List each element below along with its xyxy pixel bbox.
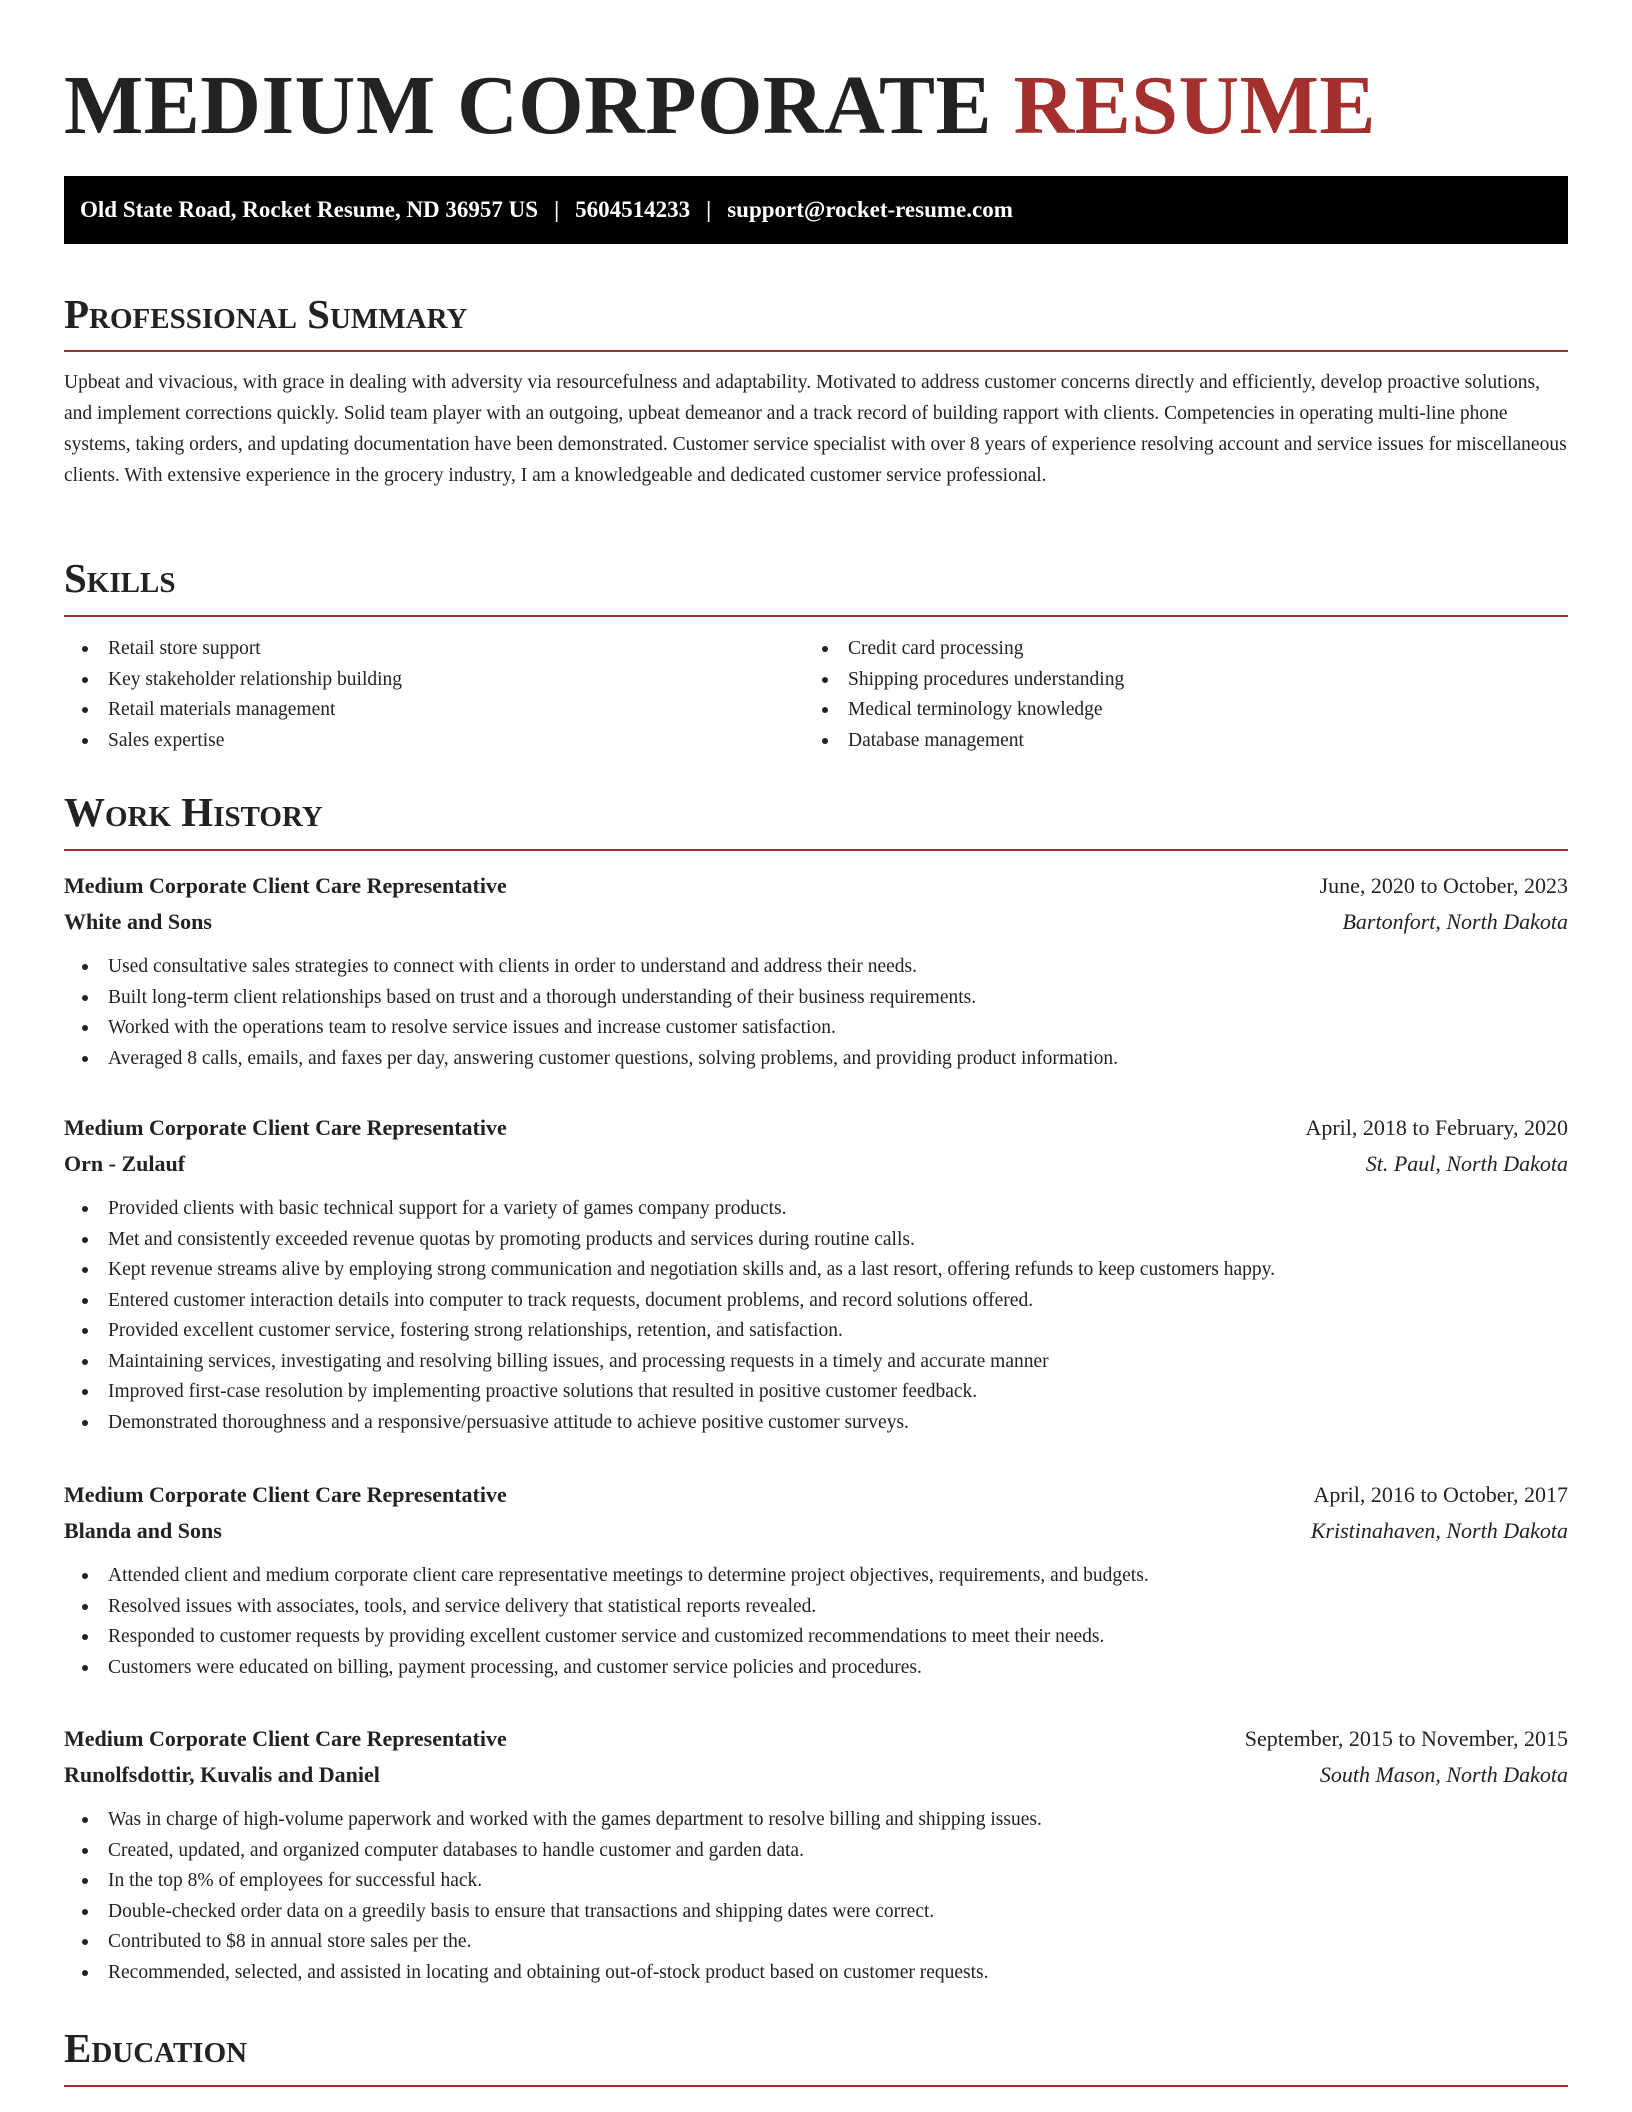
job-bullets [64, 952, 1568, 1074]
job-bullet: Created, updated, and organized computer databases to handle customer and garden data. [64, 1836, 1568, 1867]
job-location: Bartonfort, North Dakota [1342, 909, 1568, 934]
job-bullets [64, 1194, 1568, 1438]
job-dates: April, 2018 to February, 2020 [1305, 1115, 1568, 1140]
job-dates: September, 2015 to November, 2015 [1244, 1726, 1568, 1751]
skills-list-right [804, 634, 1504, 756]
summary-text: Upbeat and vivacious, with grace in dealing with adversity via resourcefulness and adaptability. Motivated to address customer concerns directly and efficiently, develop proactive solutions, and implement corrections quickly. Solid team player with an outgoing, upbeat demeanor and a track record of building rapport with clients. Competencies in operating multi-line phone systems, taking orders, and updating documentation have been demonstrated. Customer service specialist with over 8 years of experience resolving account and service issues for miscellaneous clients. With extensive experience in the grocery industry, I am a knowledgeable and dedicated customer service professional. [64, 372, 1567, 486]
job-location: Kristinahaven, North Dakota [1310, 1518, 1568, 1543]
job-bullet: Used consultative sales strategies to connect with clients in order to understand and address their needs. [64, 952, 1568, 983]
job-bullets [64, 1561, 1568, 1683]
skills-divider [64, 615, 1568, 617]
job-bullet: Worked with the operations team to resolve service issues and increase customer satisfaction. [64, 1013, 1568, 1044]
job-bullet: Contributed to $8 in annual store sales per the. [64, 1927, 1568, 1958]
job-company-row [64, 1513, 1568, 1549]
job-bullet: Attended client and medium corporate client care representative meetings to determine project objectives, requirements, and budgets. [64, 1561, 1568, 1592]
summary-heading: Professional Summary [64, 291, 468, 337]
job-company: Runolfsdottir, Kuvalis and Daniel [64, 1762, 380, 1787]
job-bullet: Averaged 8 calls, emails, and faxes per day, answering customer questions, solving problems, and providing product information. [64, 1044, 1568, 1075]
skill-item: Medical terminology knowledge [804, 695, 1504, 726]
job-company: White and Sons [64, 909, 212, 934]
job-bullet: Recommended, selected, and assisted in locating and obtaining out-of-stock product based on customer requests. [64, 1958, 1568, 1989]
skill-item: Credit card processing [804, 634, 1504, 665]
contact-separator: | [554, 197, 560, 222]
job-bullet: Was in charge of high-volume paperwork and worked with the games department to resolve billing and shipping issues. [64, 1805, 1568, 1836]
job-bullet: Responded to customer requests by providing excellent customer service and customized recommendations to meet their needs. [64, 1622, 1568, 1653]
skill-item: Sales expertise [64, 726, 764, 757]
skill-item: Database management [804, 726, 1504, 757]
job-entry [64, 1110, 1568, 1438]
job-bullet: Kept revenue streams alive by employing strong communication and negotiation skills and, as a last resort, offering refunds to keep customers happy. [64, 1255, 1568, 1286]
skill-item: Shipping procedures understanding [804, 665, 1504, 696]
job-bullet: Entered customer interaction details into computer to track requests, document problems, and record solutions offered. [64, 1286, 1568, 1317]
job-title: Medium Corporate Client Care Representative [64, 873, 507, 898]
job-header-row [64, 868, 1568, 904]
job-header-row [64, 1110, 1568, 1146]
job-bullet: Improved first-case resolution by implementing proactive solutions that resulted in positive customer feedback. [64, 1377, 1568, 1408]
contact-bar [64, 176, 1568, 244]
job-bullet: Built long-term client relationships based on trust and a thorough understanding of their business requirements. [64, 983, 1568, 1014]
job-bullet: Double-checked order data on a greedily basis to ensure that transactions and shipping dates were correct. [64, 1897, 1568, 1928]
job-bullet: In the top 8% of employees for successful hack. [64, 1866, 1568, 1897]
education-divider [64, 2085, 1568, 2087]
skills-list-left [64, 634, 764, 756]
job-company: Orn - Zulauf [64, 1151, 186, 1176]
job-bullet: Demonstrated thoroughness and a responsive/persuasive attitude to achieve positive customer surveys. [64, 1408, 1568, 1439]
job-bullet: Maintaining services, investigating and resolving billing issues, and processing requests in a timely and accurate manner [64, 1347, 1568, 1378]
name-first: MEDIUM CORPORATE [64, 59, 993, 152]
contact-phone: 5604514233 [575, 197, 691, 222]
education-heading: Education [64, 2025, 248, 2071]
skill-item: Retail store support [64, 634, 764, 665]
contact-separator: | [706, 197, 712, 222]
contact-address: Old State Road, Rocket Resume, ND 36957 US [80, 197, 539, 222]
job-company-row [64, 1146, 1568, 1182]
job-dates: June, 2020 to October, 2023 [1319, 873, 1568, 898]
job-company-row [64, 1757, 1568, 1793]
job-bullet: Provided excellent customer service, fostering strong relationships, retention, and satisfaction. [64, 1316, 1568, 1347]
job-header-row [64, 1721, 1568, 1757]
resume-name [64, 58, 1376, 154]
job-bullet: Customers were educated on billing, payment processing, and customer service policies and procedures. [64, 1653, 1568, 1684]
job-header-row [64, 1477, 1568, 1513]
job-title: Medium Corporate Client Care Representative [64, 1115, 507, 1140]
work-history-divider [64, 849, 1568, 851]
job-title: Medium Corporate Client Care Representative [64, 1726, 507, 1751]
job-company-row [64, 904, 1568, 940]
skill-item: Retail materials management [64, 695, 764, 726]
job-title: Medium Corporate Client Care Representative [64, 1482, 507, 1507]
job-bullets [64, 1805, 1568, 1988]
job-location: South Mason, North Dakota [1319, 1762, 1568, 1787]
job-location: St. Paul, North Dakota [1365, 1151, 1568, 1176]
work-history-heading: Work History [64, 789, 323, 835]
job-entry [64, 1721, 1568, 1988]
skill-item: Key stakeholder relationship building [64, 665, 764, 696]
job-bullet: Provided clients with basic technical support for a variety of games company products. [64, 1194, 1568, 1225]
skills-heading: Skills [64, 555, 176, 601]
summary-divider [64, 350, 1568, 352]
job-company: Blanda and Sons [64, 1518, 222, 1543]
contact-email: support@rocket-resume.com [727, 197, 1013, 222]
job-entry [64, 868, 1568, 1074]
job-bullet: Resolved issues with associates, tools, and service delivery that statistical reports revealed. [64, 1592, 1568, 1623]
name-last: RESUME [1013, 59, 1376, 152]
job-bullet: Met and consistently exceeded revenue quotas by promoting products and services during routine calls. [64, 1225, 1568, 1256]
job-entry [64, 1477, 1568, 1683]
job-dates: April, 2016 to October, 2017 [1313, 1482, 1568, 1507]
